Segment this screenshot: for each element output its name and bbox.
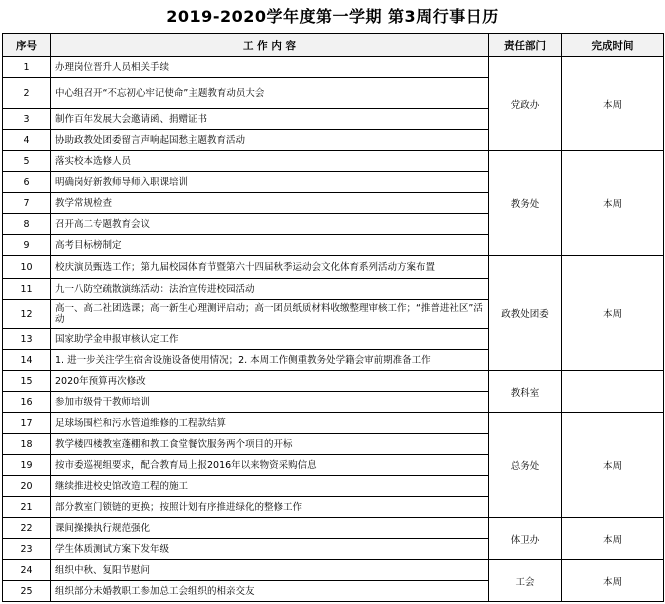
time-cell: 本周 [562, 151, 664, 256]
row-task: 制作百年发展大会邀请函、捐赠证书 [51, 109, 489, 130]
row-task: 高考目标榜制定 [51, 235, 489, 256]
row-no: 16 [3, 392, 51, 413]
row-no: 15 [3, 371, 51, 392]
row-no: 23 [3, 539, 51, 560]
row-task: 1. 进一步关注学生宿舍设施设备使用情况；2. 本周工作侧重教务处学籍会审前期准备工作 [51, 350, 489, 371]
dept-cell: 体卫办 [489, 518, 562, 560]
row-no: 8 [3, 214, 51, 235]
row-task: 国家助学金申报审核认定工作 [51, 329, 489, 350]
row-task: 明确岗好新教师导师入职课培训 [51, 172, 489, 193]
row-task: 协助政教处团委留言声响起国愁主题教育活动 [51, 130, 489, 151]
row-task: 落实校本选修人员 [51, 151, 489, 172]
header-row [3, 34, 664, 57]
row-task: 2020年预算再次修改 [51, 371, 489, 392]
row-no: 19 [3, 455, 51, 476]
row-no: 13 [3, 329, 51, 350]
row-task: 中心组召开“不忘初心牢记使命”主题教育动员大会 [51, 78, 489, 109]
dept-cell: 党政办 [489, 57, 562, 151]
row-task: 按市委巡视组要求，配合教育局上报2016年以来物资采购信息 [51, 455, 489, 476]
row-task: 召开高二专题教育会议 [51, 214, 489, 235]
header-dept: 责任部门 [489, 34, 562, 57]
row-task: 组织中秋、复阳节慰问 [51, 560, 489, 581]
row-no: 14 [3, 350, 51, 371]
row-no: 24 [3, 560, 51, 581]
table-row [3, 560, 664, 581]
header-no: 序号 [3, 34, 51, 57]
table-row [3, 57, 664, 78]
dept-cell: 政教处团委 [489, 256, 562, 371]
time-cell: 本周 [562, 518, 664, 560]
row-no: 4 [3, 130, 51, 151]
row-task: 办理岗位晋升人员相关手续 [51, 57, 489, 78]
dept-cell: 工会 [489, 560, 562, 602]
row-no: 7 [3, 193, 51, 214]
row-no: 17 [3, 413, 51, 434]
row-task: 教学常规检查 [51, 193, 489, 214]
schedule-table [2, 33, 664, 602]
dept-cell: 教务处 [489, 151, 562, 256]
row-no: 3 [3, 109, 51, 130]
time-cell: 本周 [562, 57, 664, 151]
dept-cell: 总务处 [489, 413, 562, 518]
row-task: 足球场围栏和污水管道维修的工程款结算 [51, 413, 489, 434]
dept-cell: 教科室 [489, 371, 562, 413]
table-row [3, 371, 664, 392]
table-row [3, 518, 664, 539]
row-no: 10 [3, 256, 51, 279]
row-task: 教学楼四楼教室蓬棚和教工食堂餐饮服务两个项目的开标 [51, 434, 489, 455]
row-task: 校庆演员甄选工作；第九届校园体育节暨第六十四届秋季运动会文化体育系列活动方案布置 [51, 256, 489, 279]
row-task: 组织部分未婚教职工参加总工会组织的相亲交友 [51, 581, 489, 602]
row-no: 21 [3, 497, 51, 518]
row-no: 25 [3, 581, 51, 602]
row-task: 课间操操执行规范强化 [51, 518, 489, 539]
table-row [3, 413, 664, 434]
row-no: 22 [3, 518, 51, 539]
row-no: 6 [3, 172, 51, 193]
table-row [3, 151, 664, 172]
header-time: 完成时间 [562, 34, 664, 57]
row-no: 12 [3, 300, 51, 329]
row-no: 2 [3, 78, 51, 109]
row-task: 学生体质测试方案下发年级 [51, 539, 489, 560]
time-cell [562, 371, 664, 413]
row-no: 5 [3, 151, 51, 172]
row-task: 高一、高二社团选课；高一新生心理测评启动；高一团员纸质材料收缴整理审核工作；“推普进社区”活动 [51, 300, 489, 329]
row-no: 18 [3, 434, 51, 455]
row-task: 参加市级骨干教师培训 [51, 392, 489, 413]
time-cell: 本周 [562, 256, 664, 371]
row-no: 11 [3, 279, 51, 300]
row-task: 九一八防空疏散演练活动：法治宣传进校园活动 [51, 279, 489, 300]
row-no: 20 [3, 476, 51, 497]
page-title: 2019-2020学年度第一学期 第3周行事日历 [166, 7, 499, 26]
row-no: 1 [3, 57, 51, 78]
header-task: 工 作 内 容 [51, 34, 489, 57]
time-cell: 本周 [562, 413, 664, 518]
row-task: 部分教室门锁链的更换；按照计划有序推进绿化的整修工作 [51, 497, 489, 518]
row-no: 9 [3, 235, 51, 256]
table-row [3, 256, 664, 279]
time-cell: 本周 [562, 560, 664, 602]
row-task: 继续推进校史馆改造工程的施工 [51, 476, 489, 497]
